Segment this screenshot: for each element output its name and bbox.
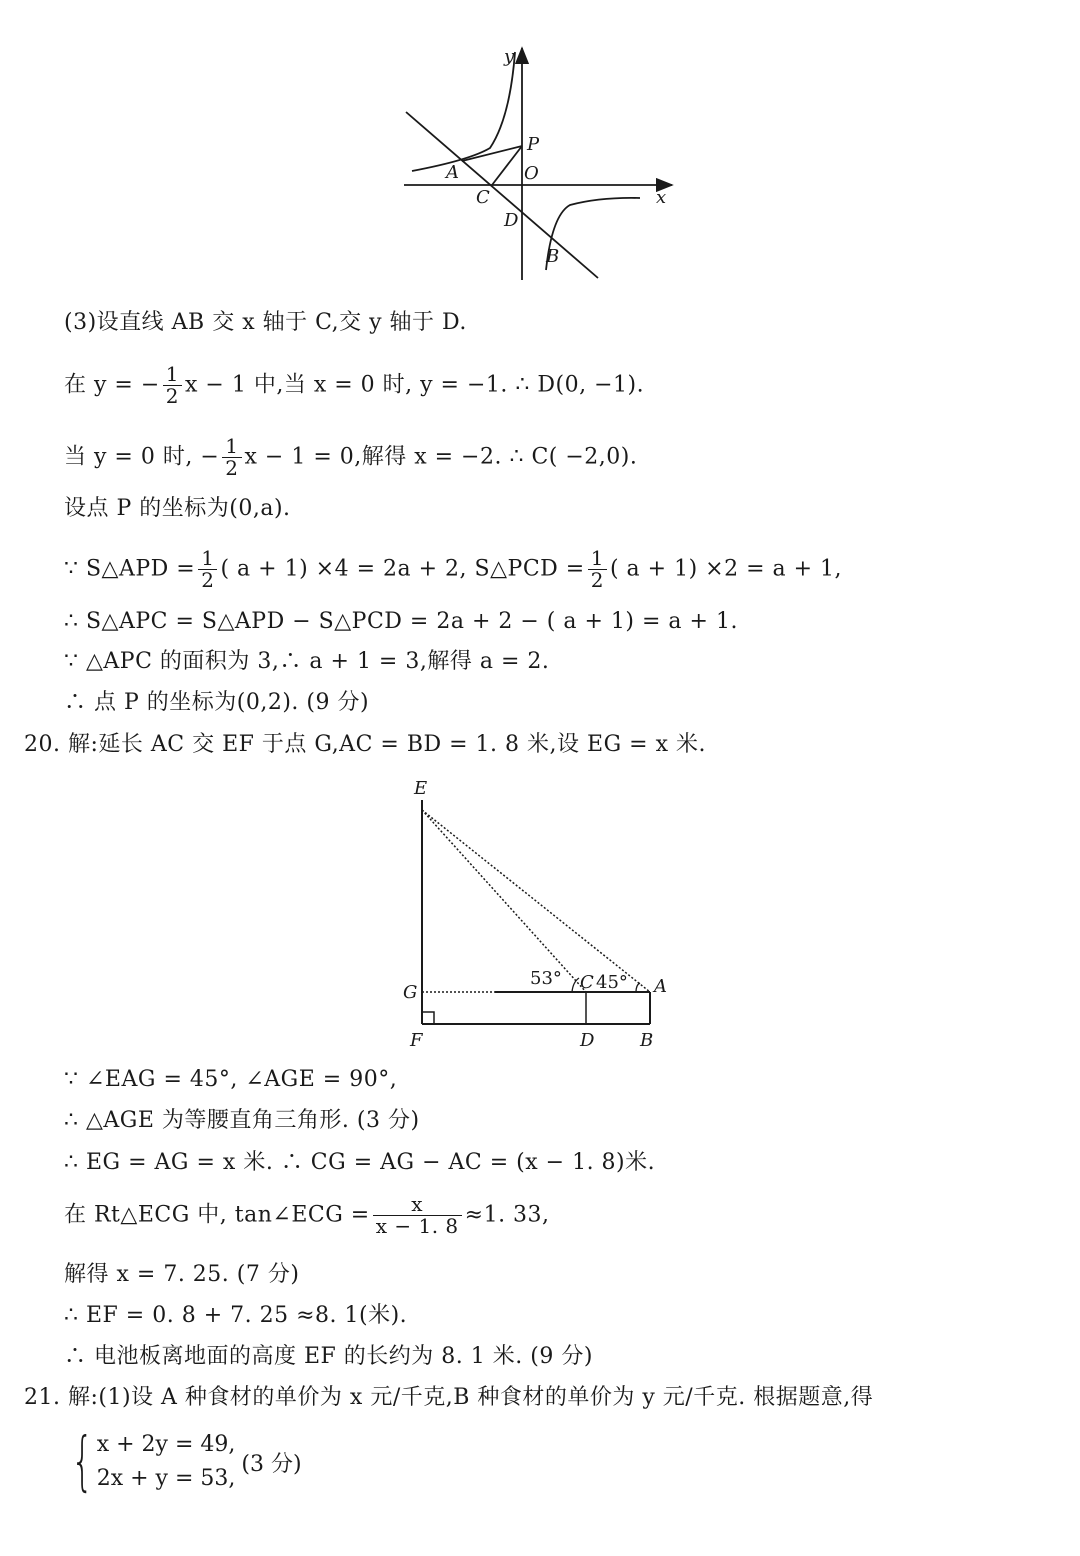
q19-line5-c: ( a + 1) ×2 = a + 1, (609, 556, 843, 582)
q19-line5-b: ( a + 1) ×4 = 2a + 2, S△PCD = (220, 556, 585, 582)
equation-1: x + 2y = 49, (96, 1432, 236, 1457)
label-a: A (446, 162, 459, 183)
q20-line4 (64, 1194, 550, 1237)
q19-line3-pre: 当 y = 0 时, − (64, 444, 220, 470)
sightline-ec (422, 810, 586, 992)
score-note: (3 分) (241, 1451, 302, 1477)
label-g: G (403, 982, 418, 1003)
fraction: $\frac{1}{2}$ (222, 436, 241, 479)
q21-heading: 21. 解:(1)设 A 种食材的单价为 x 元/千克,B 种食材的单价为 y 元/千克. 根据题意,得 (24, 1385, 874, 1410)
hyperbola-upper-left (412, 52, 515, 171)
q20-line3: ∴ EG = AG = x 米. ∴ CG = AG − AC = (x − 1. 8)米. (64, 1150, 656, 1175)
q20-line7: ∴ 电池板离地面的高度 EF 的长约为 8. 1 米. (9 分) (64, 1344, 593, 1369)
label-o: O (524, 163, 539, 184)
fraction: $\frac{x}{x - 1. 8}$ (373, 1194, 462, 1237)
label-c: C (476, 187, 490, 208)
q20-heading: 20. 解:延长 AC 交 EF 于点 G,AC = BD = 1. 8 米,设 EG = x 米. (24, 732, 706, 757)
label-f: F (410, 1030, 423, 1051)
q19-line5-a: ∵ S△APD = (64, 556, 196, 582)
q19-line3 (64, 436, 637, 479)
fraction: $\frac{1}{2}$ (163, 364, 182, 407)
q20-line6: ∴ EF = 0. 8 + 7. 25 ≈8. 1(米). (64, 1303, 408, 1328)
sightline-ea (422, 810, 650, 992)
right-angle-mark (422, 1012, 434, 1024)
line-ab (406, 112, 598, 278)
q19-line7: ∵ △APC 的面积为 3,∴ a + 1 = 3,解得 a = 2. (64, 649, 550, 674)
fraction: $\frac{1}{2}$ (198, 548, 217, 591)
brace: { (71, 1425, 94, 1500)
solar-panel-figure (400, 770, 690, 1060)
label-b: B (546, 246, 560, 267)
q20-line1: ∵ ∠EAG = 45°, ∠AGE = 90°, (64, 1067, 398, 1092)
q19-line3-post: x − 1 = 0,解得 x = −2. ∴ C( −2,0). (244, 444, 638, 470)
q19-line1: (3)设直线 AB 交 x 轴于 C,交 y 轴于 D. (64, 310, 467, 335)
equation-2: 2x + y = 53, (96, 1466, 236, 1492)
label-e: E (414, 778, 428, 799)
angle-arc-a (636, 983, 640, 992)
label-y: y (504, 46, 515, 67)
angle-45-label: 45° (596, 972, 628, 993)
label-p: P (527, 134, 540, 155)
label-b2: B (640, 1030, 654, 1051)
q20-line4-pre: 在 Rt△ECG 中, tan∠ECG = (64, 1202, 370, 1228)
fraction: $\frac{1}{2}$ (588, 548, 607, 591)
label-d: D (504, 210, 519, 231)
q20-line2: ∴ △AGE 为等腰直角三角形. (3 分) (64, 1108, 420, 1133)
hyperbola-lower-right (546, 198, 640, 270)
q19-line8: ∴ 点 P 的坐标为(0,2). (9 分) (64, 690, 370, 715)
q20-line4-post: ≈1. 33, (464, 1202, 550, 1228)
label-c2: C (580, 972, 594, 993)
q19-line5 (64, 548, 842, 591)
q19-line2-post: x − 1 中,当 x = 0 时, y = −1. ∴ D(0, −1). (185, 372, 645, 398)
label-d2: D (580, 1030, 595, 1051)
label-a2: A (654, 976, 667, 997)
q19-line2-pre: 在 y = − (64, 372, 160, 398)
q19-line4: 设点 P 的坐标为(0,a). (64, 496, 291, 521)
angle-53-label: 53° (530, 968, 562, 989)
equation-system (62, 1425, 302, 1500)
coordinate-figure (400, 40, 690, 290)
q19-line6: ∴ S△APC = S△APD − S△PCD = 2a + 2 − ( a + 1) = a + 1. (64, 609, 738, 634)
label-x: x (656, 187, 667, 208)
q20-line5: 解得 x = 7. 25. (7 分) (64, 1262, 300, 1287)
q19-line2 (64, 364, 644, 407)
